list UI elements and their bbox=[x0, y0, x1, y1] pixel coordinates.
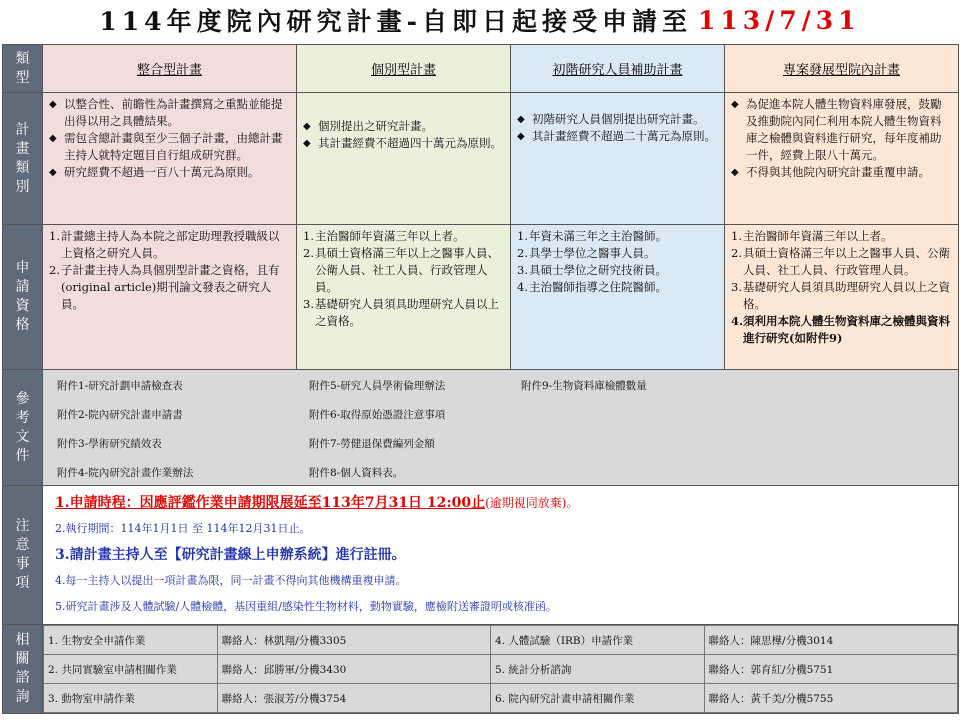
list-item: 4. 須利用本院人體生物資料庫之檢體與資料進行研究(如附件9) bbox=[731, 314, 950, 345]
contact-person: 聯絡人：邱勝軍/分機3430 bbox=[217, 655, 490, 684]
reference-item[interactable]: 附件4-院內研究計畫作業辦法 bbox=[57, 467, 194, 479]
list-item: 4. 主治醫師指導之住院醫師。 bbox=[517, 280, 667, 294]
note-limit: 4.每一主持人以提出一項計畫為限，同一計畫不得向其他機構重複申請。 bbox=[55, 574, 407, 587]
list-item: ◆ 研究經費不超過一百八十萬元為原則。 bbox=[49, 164, 290, 181]
contact-item: 6. 院內研究計畫申請相關作業 bbox=[490, 684, 704, 713]
list-item: 2. 具學士學位之醫事人員。 bbox=[517, 246, 656, 260]
list-item: ◆ 為促進本院人體生物資料庫發展，鼓勵及推動院內同仁利用本院人體生物資料庫之檢體與資料進行研究，每年度補助一件，經費上限八十萬元。 bbox=[731, 96, 952, 164]
label-category: 計 畫 類 別 bbox=[3, 93, 43, 225]
list-item: ◆ 初階研究人員個別提出研究計畫。 bbox=[517, 111, 718, 128]
category-list-integrated bbox=[49, 96, 290, 181]
label-contact: 相 關 諮 詢 bbox=[3, 625, 43, 714]
table-row bbox=[44, 626, 958, 655]
list-item: 3. 具碩士學位之研究技術員。 bbox=[517, 263, 667, 277]
reference-item[interactable]: 附件8-個人資料表。 bbox=[309, 467, 404, 479]
category-list-project bbox=[731, 96, 952, 181]
note-deadline: 1.申請時程：因應評鑑作業申請期限展延至113年7月31日 12:00止(逾期視同放棄)。 bbox=[55, 495, 579, 511]
qualification-list-integrated bbox=[49, 228, 290, 313]
reference-item[interactable]: 附件2-院內研究計畫申請書 bbox=[57, 409, 183, 421]
note-period: 2.執行期間：114年1月1日 至 114年12月31日止。 bbox=[55, 522, 311, 535]
category-list-junior bbox=[517, 111, 718, 145]
header-junior: 初階研究人員補助計畫 bbox=[511, 45, 725, 93]
list-item: 2. 具碩士資格滿三年以上之醫事人員、公衛人員、社工人員、行政管理人員。 bbox=[731, 246, 950, 277]
list-item: 1. 主治醫師年資滿三年以上者。 bbox=[731, 229, 893, 243]
contact-item: 2. 共同實驗室申請相關作業 bbox=[44, 655, 218, 684]
contact-person: 聯絡人：陳思樺/分機3014 bbox=[704, 626, 957, 655]
title-deadline: 113/7/31 bbox=[697, 5, 861, 35]
note-register: 3.請計畫主持人至【研究計畫線上申辦系統】進行註冊。 bbox=[55, 547, 406, 563]
list-item: ◆ 以整合性、前瞻性為計畫撰寫之重點並能提出得以用之具體結果。 bbox=[49, 96, 290, 130]
header-individual: 個別型計畫 bbox=[297, 45, 511, 93]
list-item: 3. 基礎研究人員須具助理研究人員以上之資格。 bbox=[303, 297, 499, 328]
label-type: 類 型 bbox=[3, 45, 43, 93]
contact-item: 4. 人體試驗（IRB）申請作業 bbox=[490, 626, 704, 655]
contact-item: 5. 統計分析諮詢 bbox=[490, 655, 704, 684]
contact-table bbox=[43, 625, 958, 713]
contact-person: 聯絡人：林凱翔/分機3305 bbox=[217, 626, 490, 655]
contact-item: 1. 生物安全申請作業 bbox=[44, 626, 218, 655]
title-main: 114年度院內研究計畫-自即日起接受申請至 bbox=[99, 7, 692, 36]
list-item: ◆ 其計畫經費不超過二十萬元為原則。 bbox=[517, 128, 718, 145]
plan-table bbox=[2, 44, 959, 714]
list-item: 1. 計畫總主持人為本院之部定助理教授職級以上資格之研究人員。 bbox=[49, 229, 280, 260]
qualification-list-project bbox=[731, 228, 952, 347]
contact-person: 聯絡人：黃千美/分機5755 bbox=[704, 684, 957, 713]
reference-item[interactable]: 附件9-生物資料庫檢體數量 bbox=[521, 380, 647, 392]
list-item: ◆ 其計畫經費不超過四十萬元為原則。 bbox=[303, 135, 504, 152]
table-row bbox=[44, 655, 958, 684]
label-notes: 注 意 事 項 bbox=[3, 486, 43, 625]
qualification-list-individual bbox=[303, 228, 504, 330]
list-item: 1. 主治醫師年資滿三年以上者。 bbox=[303, 229, 465, 243]
notes-section bbox=[43, 486, 958, 624]
reference-list bbox=[43, 370, 958, 485]
page-title bbox=[0, 0, 960, 40]
list-item: 1. 年資未滿三年之主治醫師。 bbox=[517, 229, 667, 243]
list-item: 2. 子計畫主持人為具個別型計畫之資格，且有(original article)期刊論文發表之研究人員。 bbox=[49, 263, 280, 311]
list-item: ◆ 需包含總計畫與至少三個子計畫，由總計畫主持人就特定題目自行組成研究群。 bbox=[49, 130, 290, 164]
reference-item[interactable]: 附件6-取得原始憑證注意事項 bbox=[309, 409, 446, 421]
contact-person: 聯絡人：郭育紅/分機5751 bbox=[704, 655, 957, 684]
reference-item[interactable]: 附件5-研究人員學術倫理辦法 bbox=[309, 380, 446, 392]
note-approval: 5.研究計畫涉及人體試驗/人體檢體，基因重組/感染性生物材料，動物實驗，應檢附送審證明或核准函。 bbox=[55, 600, 557, 613]
qualification-list-junior bbox=[517, 228, 718, 296]
reference-item[interactable]: 附件7-勞健退保費編列金額 bbox=[309, 438, 435, 450]
list-item: ◆ 不得與其他院內研究計畫重覆申請。 bbox=[731, 164, 952, 181]
label-reference: 參 考 文 件 bbox=[3, 370, 43, 486]
list-item: 2. 具碩士資格滿三年以上之醫事人員、公衛人員、社工人員、行政管理人員。 bbox=[303, 246, 499, 294]
list-item: 3. 基礎研究人員須具助理研究人員以上之資格。 bbox=[731, 280, 950, 311]
contact-item: 3. 動物室申請作業 bbox=[44, 684, 218, 713]
table-row bbox=[44, 684, 958, 713]
header-integrated: 整合型計畫 bbox=[43, 45, 297, 93]
contact-person: 聯絡人：張淑芳/分機3754 bbox=[217, 684, 490, 713]
list-item: ◆ 個別提出之研究計畫。 bbox=[303, 118, 504, 135]
reference-item[interactable]: 附件1-研究計劃申請檢查表 bbox=[57, 380, 183, 392]
header-project: 專案發展型院內計畫 bbox=[725, 45, 959, 93]
category-list-individual bbox=[303, 118, 504, 152]
reference-item[interactable]: 附件3-學術研究績效表 bbox=[57, 438, 162, 450]
label-qualification: 申 請 資 格 bbox=[3, 225, 43, 370]
